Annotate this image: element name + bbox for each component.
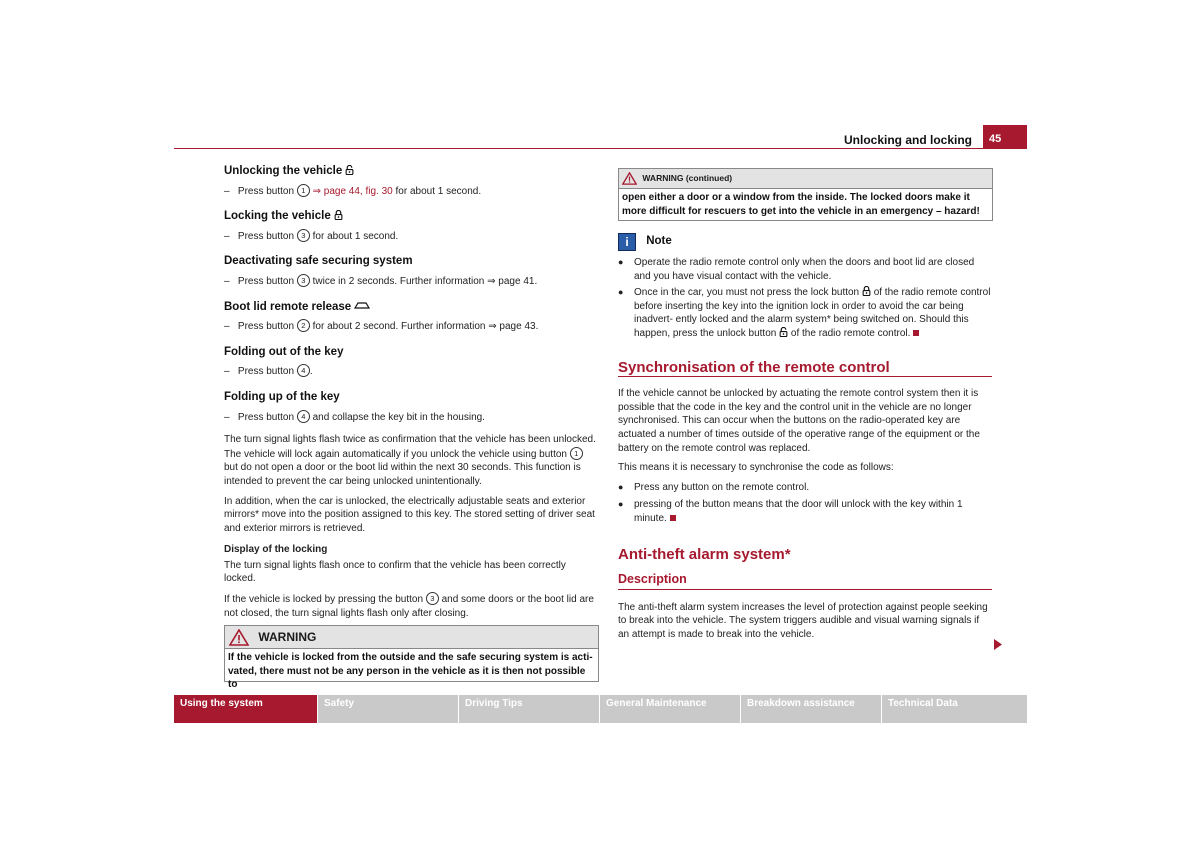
paragraph-unlock-confirm: The turn signal lights flash twice as confirmation that the vehicle has been unlocked. The vehicle will lock again automatically if you unlock the vehicle using button 1 but do not open a door or the boot lid within the next 30 seconds. This function is intended to prevent the car being unlocked unintentionally. xyxy=(224,434,596,487)
sync-intro: This means it is necessary to synchronise the code as follows: xyxy=(618,462,894,474)
header-rule xyxy=(174,148,983,149)
unlocking-step: – Press button 1 ⇒ page 44, fig. 30 for about 1 second. xyxy=(224,185,482,197)
lock-icon xyxy=(862,286,871,296)
section-boot-lid-title: Boot lid remote release xyxy=(224,301,598,315)
warning-header xyxy=(225,626,598,649)
warning-text: If the vehicle is locked from the outside and the safe securing system is acti- vated, there must not be any person in the vehicle as it is then not possible to xyxy=(228,652,593,691)
note-item: ● Operate the radio remote control only when the doors and boot lid are closed and you have visual contact with the vehicle. xyxy=(618,256,992,283)
sync-paragraph: If the vehicle cannot be unlocked by actuating the remote control system then it is possible that the code in the key and the control unit in the vehicle are no longer synchronised. This can occur when the buttons on the radio-operated key are actuated a number of times outside of the operative range of the equipment or the battery on the remote control was replaced. xyxy=(618,388,980,454)
sync-step: ● Press any button on the remote control. xyxy=(618,481,992,495)
deactivating-step: – Press button 3 twice in 2 seconds. Further information ⇒ page 41. xyxy=(224,275,538,287)
note-item: ● Once in the car, you must not press the lock button of the radio remote control before inserting the key into the ignition lock in order to avoid the car being inadvert- ently locked and the alarm system* being switched on. Should this happen, press the unlock button of the radio remote control. xyxy=(618,286,992,340)
warning-continued-box xyxy=(618,168,993,221)
alarm-paragraph: The anti-theft alarm system increases the level of protection against people seeking to break into the vehicle. The system triggers audible and visual warning signals if an attempt is made to break into the vehicle. xyxy=(618,601,988,640)
lock-icon xyxy=(334,210,343,220)
left-column xyxy=(224,165,598,620)
section-unlocking-title: Unlocking the vehicle xyxy=(224,165,598,179)
unlock-icon xyxy=(345,165,354,175)
note-title: Note xyxy=(646,235,672,247)
warning-continued-title: WARNING (continued) xyxy=(642,173,733,183)
folding-up-step: – Press button 4 and collapse the key bit in the housing. xyxy=(224,411,485,423)
paragraph-lock-confirm: The turn signal lights flash once to confirm that the vehicle has been correctly locked. xyxy=(224,559,566,585)
section-folding-out-title: Folding out of the key xyxy=(224,345,344,358)
boot-lid-step: – Press button 2 for about 2 second. Further information ⇒ page 43. xyxy=(224,321,539,333)
section-deactivating-title: Deactivating safe securing system xyxy=(224,255,413,268)
alarm-section-title: Anti-theft alarm system* xyxy=(618,545,791,563)
sync-section-title: Synchronisation of the remote control xyxy=(618,358,890,376)
chapter-navigation xyxy=(174,695,1027,723)
page-number: 45 xyxy=(983,125,1027,149)
warning-title: WARNING xyxy=(258,630,317,644)
end-marker xyxy=(913,330,919,336)
section-locking-title: Locking the vehicle xyxy=(224,210,598,224)
tab-breakdown-assistance[interactable]: Breakdown assistance xyxy=(741,695,881,723)
button-ref: 1 xyxy=(297,184,310,197)
end-marker xyxy=(670,515,676,521)
paragraph-doors-open: If the vehicle is locked by pressing the button 3 and some doors or the boot lid are not closed, the turn signal lights flash only after closing. xyxy=(224,594,594,619)
section-rule xyxy=(618,376,992,377)
warning-box xyxy=(224,625,599,691)
warning-triangle-icon xyxy=(229,629,249,646)
right-column xyxy=(618,233,992,641)
folding-out-step: – Press button 4 . xyxy=(224,366,313,378)
tab-safety[interactable]: Safety xyxy=(318,695,458,723)
boot-lid-icon xyxy=(354,301,370,310)
page-header-title: Unlocking and locking xyxy=(843,133,972,147)
alarm-subtitle: Description xyxy=(618,572,687,587)
subsection-rule xyxy=(618,589,992,590)
warning-continued-header xyxy=(619,169,992,189)
tab-general-maintenance[interactable]: General Maintenance xyxy=(600,695,740,723)
tab-driving-tips[interactable]: Driving Tips xyxy=(459,695,599,723)
tab-using-the-system[interactable]: Using the system xyxy=(174,695,317,723)
section-folding-up-title: Folding up of the key xyxy=(224,390,340,403)
display-locking-title: Display of the locking xyxy=(224,544,328,556)
locking-step: – Press button 3 for about 1 second. xyxy=(224,230,399,242)
info-icon: i xyxy=(618,233,636,251)
next-page-arrow-icon[interactable] xyxy=(994,639,1002,650)
sync-step: ● pressing of the button means that the door will unlock with the key within 1 minute. xyxy=(618,498,992,525)
warning-continued-text: open either a door or a window from the inside. The locked doors make it more difficult for rescuers to get into the vehicle in an emergency – hazard! xyxy=(622,192,980,217)
tab-technical-data[interactable]: Technical Data xyxy=(882,695,1027,723)
note-heading xyxy=(618,233,992,251)
unlock-icon xyxy=(779,327,788,337)
page-link[interactable]: ⇒ page 44, fig. 30 xyxy=(312,185,393,197)
warning-triangle-icon xyxy=(622,172,637,185)
paragraph-seats-mirrors: In addition, when the car is unlocked, the electrically adjustable seats and exterior mirrors* move into the position assigned to this key. The stored setting of driver seat and exterior mirrors is retrieved. xyxy=(224,495,595,534)
